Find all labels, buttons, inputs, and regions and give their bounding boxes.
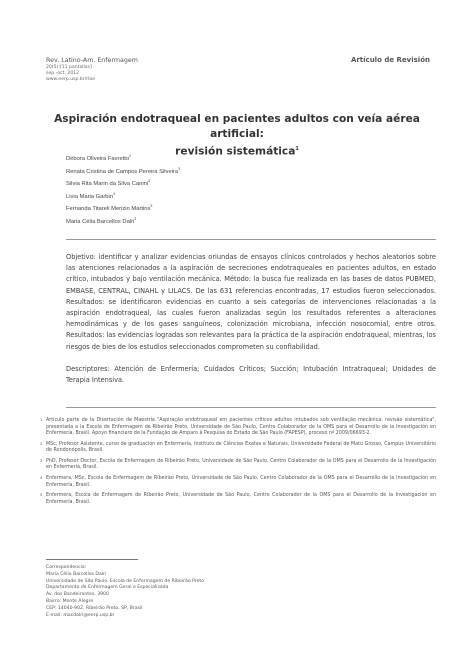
journal-url[interactable]: www.eerp.usp.br/rlae bbox=[46, 77, 96, 83]
author-mark: 4 bbox=[113, 191, 116, 196]
footnotes bbox=[40, 418, 436, 510]
correspondence-line: Av. dos Bandeirantes, 3900 bbox=[46, 592, 109, 598]
author-list bbox=[66, 152, 180, 227]
abstract bbox=[66, 252, 436, 386]
abstract-text: Objetivo: identificar y analizar evidencias oriundas de ensayos clínicos controlados y hechos aleatorios sobre las atenciones relacionados a la aspiración de secreciones endotraqueales en pacientes adultos, en estado crítico, intubados y bajo ventilación mecánica. Método: la busca fue realizada en las bases de datos PUBMED, EMBASE, CENTRAL, CINAHL y LILACS. De las 631 referencias encontradas, 17 estudios fueron seleccionados. Resultados: se identificaron evidencias en cuanto a seis categorías de intervenciones relacionadas a la aspiración endotraqueal, las cuales fueron analizadas según los resultados referentes a alteraciones hemodinámicas y de los gases sanguíneos, colonización microbiana, infección nosocomial, entre otros. Resultados: las evidencias logradas son relevantes para la práctica de la aspiración endotraqueal, mientras, los riesgos de bies de los estudios seleccionados comprometen su confiabilidad. bbox=[66, 253, 436, 351]
author bbox=[66, 177, 180, 190]
journal-header bbox=[46, 57, 138, 84]
footnote-mark: 3 bbox=[40, 458, 43, 463]
title-line-2: revisión sistemática bbox=[175, 145, 296, 158]
abstract-descriptors: Descriptores: Atención de Enfermería; Cuidados Críticos; Succión; Intubación Intratraqueal; Unidades de Terapia Intensiva. bbox=[66, 364, 436, 385]
author bbox=[66, 165, 180, 178]
correspondence-line: Bairro: Monte Alegre bbox=[46, 598, 94, 604]
title-line-1: Aspiración endotraqueal en pacientes adultos con veía aérea artificial: bbox=[54, 113, 420, 140]
author-name: Fernanda Titareli Merizio Martins bbox=[66, 205, 151, 212]
correspondence-divider bbox=[46, 559, 138, 560]
footnote bbox=[40, 418, 436, 438]
author-name: Livia Maria Garbin bbox=[66, 193, 114, 200]
footnote-mark: 1 bbox=[40, 418, 43, 422]
author-mark: 2 bbox=[129, 154, 132, 158]
journal-date: sep.-oct. 2012 bbox=[46, 71, 80, 77]
author-mark: 5 bbox=[150, 204, 153, 209]
correspondence-name: Maria Célia Barcellos Dalri bbox=[46, 571, 107, 577]
journal-volume: 20(5):[11 pantallas] bbox=[46, 65, 92, 70]
footnote bbox=[40, 493, 436, 506]
correspondence-line: Departamento de Enfermagem Geral e Especializada bbox=[46, 585, 169, 591]
correspondence-line: Universidade de São Paulo. Escola de Enfermagem de Ribeirão Preto bbox=[46, 578, 205, 584]
author bbox=[66, 152, 180, 165]
correspondence-email[interactable]: E-mail: macdalri@eerp.usp.br bbox=[46, 612, 115, 618]
author bbox=[66, 215, 180, 228]
title-footnote-mark: 1 bbox=[295, 146, 299, 152]
author bbox=[66, 190, 180, 203]
footnote-text: MSc, Profesor Asistente, curso de graduación en Enfermería, Instituto de Ciências Exatas e Naturais, Universidade Federal de Mato Grosso, Campus Universitário de Rondonópolis, Brasil. bbox=[46, 441, 436, 454]
footnote-text: PhD, Profesor Doctor, Escola de Enfermagem de Ribeirão Preto, Universidade de São Paulo, Centro Colaborador de la OMS para el Desarrollo de la Investigación en Enfermería, Brasil. bbox=[46, 458, 436, 471]
abstract-top-divider bbox=[66, 239, 436, 240]
footnote bbox=[40, 476, 436, 489]
footnote-mark: 4 bbox=[40, 476, 43, 481]
author-mark: 3 bbox=[148, 179, 151, 184]
abstract-bottom-divider bbox=[66, 407, 436, 408]
author-name: Débora Oliveira Favretto bbox=[66, 155, 130, 162]
footnote-text: Enfermera, MSc, Escola de Enfermagem de Ribeirão Preto, Universidade de São Paulo, Centro Colaborador de la OMS para el Desarrollo de la Investigación en Enfermería, Brasil. bbox=[46, 476, 436, 488]
author-mark: 3 bbox=[178, 166, 181, 171]
article-type: Artículo de Revisión bbox=[350, 56, 430, 64]
author-mark: 3 bbox=[134, 216, 137, 221]
footnote-text: Enfermera, Escola de Enfermagem de Ribeirão Preto, Universidade de São Paulo, Centro Colaborador de la OMS para el Desarrollo de la Investigación en Enfermería, Brasil. bbox=[46, 493, 436, 505]
author-name: Maria Célia Barcellos Dalri bbox=[66, 218, 135, 225]
footnote bbox=[40, 442, 436, 455]
footnote-text: Artículo parte de la Disertación de Maestría "Aspiração endotraqueal em pacientes críticos adultos intubados sob ventilação mecânica: revisão sistemática", presentada a la Escola de Enfermagem de Ribeirão Preto, Universidade de São Paulo, Centro Colaborador de la OMS para el Desarrollo de la Investigación en Enfermería, Brasil. Apoyo financiero de la Fundação de Amparo à Pesquisa do Estado de São Paulo (FAPESP), proceso nº 2009/06693-2. bbox=[46, 418, 436, 436]
correspondence-heading: Correspondencia: bbox=[46, 565, 87, 570]
correspondence-line: CEP: 14040-902, Ribeirão Preto, SP, Brasil bbox=[46, 605, 143, 611]
footnote-mark: 2 bbox=[40, 441, 43, 446]
footnote-mark: 5 bbox=[40, 493, 43, 498]
author-name: Renata Cristina de Campos Pereira Silveira bbox=[66, 168, 179, 175]
author bbox=[66, 202, 180, 215]
author-name: Silvia Rita Marin da Silva Canini bbox=[66, 180, 149, 187]
footnote bbox=[40, 459, 436, 472]
journal-name: Rev. Latino-Am. Enfermagem bbox=[46, 57, 138, 64]
correspondence-block bbox=[46, 565, 204, 619]
